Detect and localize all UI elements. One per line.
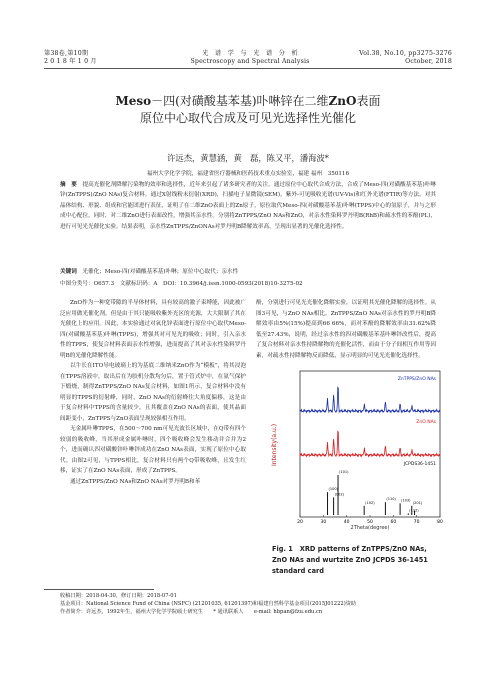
doc-label: 文献标识码： (119, 281, 154, 287)
footnote-fund: 基金项目：National Science Fund of China (NSFC) (21201035, 61201397)和福建自然科学基金项目(2015J01222)资助 (60, 601, 357, 607)
right-column (256, 298, 436, 361)
header-right (359, 50, 452, 66)
journal-cn: 光 谱 学 与 光 谱 分 析 (202, 50, 298, 57)
figure-caption (272, 544, 442, 577)
doi-value: 10.3964/j.issn.1000-0593(2018)10-3275-02 (179, 281, 303, 287)
title-zno: ZnO (328, 94, 357, 108)
title-meso: Meso (115, 94, 152, 108)
footnote-rule (44, 589, 154, 590)
date-en: October, 2018 (405, 58, 452, 65)
journal-en: Spectroscopy and Spectral Analysis (190, 58, 310, 65)
hkl-label: (112) (409, 508, 419, 513)
x-tick-label: 40 (343, 520, 350, 525)
xrd-figure (266, 367, 446, 532)
doi-label: DOI： (163, 281, 180, 287)
header-left (44, 50, 97, 66)
series-label-zno: ZnO NAs (416, 420, 436, 425)
series-line-zno-nas (300, 431, 440, 456)
clc-label: 中图分类号： (60, 281, 94, 287)
affiliation: 福州大学化学学院，福建省医疗器械和医药技术重点实验室，福建 福州 350116 (146, 171, 350, 177)
hkl-label: (002) (334, 492, 345, 497)
title-surface: 表面 (356, 94, 381, 108)
x-tick-label: 70 (413, 520, 420, 525)
left-column (60, 298, 246, 487)
keywords (60, 267, 436, 275)
footnotes (60, 592, 450, 616)
header-center (150, 50, 350, 66)
abstract-text: 提高光催化剂降解污染物的效率和选择性，近年来引起了诸多研究者的关注。通过原位中心取代合成方法，合成了Meso-四(对磺酸基苯基)卟啉锌(ZnTPPS)/ZnO NAs)复合材料。通过X射线粉末衍射(XRD)，扫描电子显微镜(SEM)，紫外-可见吸收光谱(UV-Vis)和红外光谱(FTIR)等方法，对其晶体结构、形貌、组成和官能团进行表征，证明了在二维ZnO表面上的Zn原子，原位取代Meso-四(对磺酸基苯基)卟啉(TPPS)中心的氢原子，并与之形成中心配位。同时，对二维ZnO进行表面改性，增强其亲水性。分别将ZnTPPS/ZnO NAs和ZnO，对亲水性染料罗丹明B(RhB)和疏水性的苯酚(PL)，进行可见光光催化实验。结果表明，亲水性ZnTPPS/ZnONAs对罗丹明B降解效率高，呈现出显著的光催化选择性。 (60, 182, 436, 230)
caption-text: XRD patterns of ZnTPPS/ZnO NAs, ZnO NAs and wurtzite ZnO JCPDS 36-1451 standard card (272, 545, 428, 575)
volume-en: Vol.38, No.10, pp3275-3276 (359, 50, 452, 57)
abstract (60, 180, 436, 232)
header-rule (44, 68, 452, 69)
hkl-label: (110) (386, 497, 396, 502)
body-paragraph-1: ZnO作为一种宽带隙的半导体材料，具有较高的激子束缚能，因此被广泛应用做光催化剂。但是由于其只能吸收紫外光区的光源，大大限制了其在光催化上的应用。因此，本实验通过对氧化锌表面进行原位中心取代Meso-四(对磺酸基苯基)卟啉(TPPS)，增强其对可见光的吸收；同时，引入亲水性的TPPS，使复合材料表面亲水性增强，进而提高了其对亲水性染料罗丹明B的光催化降解性能。 (60, 300, 246, 359)
x-ticks (297, 515, 443, 525)
plot-frame (300, 371, 440, 517)
y-axis-label: Intensity(a.u.) (271, 423, 278, 467)
x-axis-label: 2Theta(degree) (350, 525, 390, 531)
title-line1: －四(对磺酸基苯基)卟啉锌在二维 (151, 94, 329, 108)
abstract-label: 摘 要 (60, 182, 77, 188)
body-paragraph-5: 酚，分别进行可见光光催化降解实验，以证明其光催化降解的选择性。从图3可见，与ZnO NAs相比，ZnTPPS/ZnO NAs对亲水性的罗丹明B降解效率由5%(15%)提高到66 66%，而对苯酚的降解效率由31.62%降低至27.43%，说明，经过亲水性的四对磺酸基苯基卟啉锌改性后，提高了复合材料对亲水性持降解物的光催化活性，而由于分子间相互作用等因素，对疏水性持降解物反而降低，显示明显的可见光光催化选择性。 (256, 300, 436, 359)
hkl-label: (102) (365, 500, 375, 505)
volume-cn: 第38卷,第10期 (44, 50, 89, 57)
x-tick-label: 20 (297, 520, 303, 525)
body-paragraph-3: 无金属卟啉TPPS，在500～700 nm可见光波长区域中，在Q带有四个较弱的吸收峰，当其形成金属卟啉时，四个吸收峰会发生移动并合并为2个，进而确认四对磺酸锌卟啉锌成功在ZnO NAs表面，实现了原位中心取代。由图2可见，与TPPS相比，复合材料只有两个Q带吸收峰，且发生红移，证实了在ZnO NAs表面，形成了ZnTPPS。 (60, 426, 246, 474)
body-paragraph-4: 通过ZnTPPS/ZnO NAs和ZnO NAs对罗丹明B和苯 (70, 478, 201, 485)
x-tick-label: 60 (390, 520, 397, 525)
hkl-label: (103) (401, 498, 411, 503)
caption-label: Fig. 1 (272, 545, 293, 553)
hkl-label: (100) (328, 487, 338, 492)
footnote-bio: 作者简介：许远杰，1992年生，福州大学化学学院硕士研究生 (60, 609, 203, 615)
authors: 许远杰，黄慧涵，黄 磊，陈又平，潘海波* (167, 153, 329, 163)
series-label-zntpps: ZnTPPS/ZnO NAs (397, 377, 436, 382)
date-cn: 2 0 1 8 年 1 0 月 (44, 58, 97, 65)
x-tick-label: 30 (320, 520, 327, 525)
x-tick-label: 80 (437, 520, 443, 525)
hkl-labels (329, 470, 423, 512)
series-line-zntpps-zno (300, 387, 440, 412)
hkl-label: (201) (412, 500, 423, 505)
keywords-text: 光催化；Meso-四(对磺酸基苯基)卟啉；原位中心取代；亲水性 (82, 269, 239, 275)
classification (60, 279, 436, 287)
keywords-label: 关键词 (60, 269, 77, 275)
body-paragraph-2: 以牛长在ITO导电玻璃上的为基底二维纳米ZnO作为“模板”，将其浸泡在TPPS溶液中，取出后在为胶机分散均匀后，置于管式炉中，在氨气保护下煅烧，制得ZnTPPS/ZnO NAs复合材料，如图1所示，复合材料中没有明显的TPPS的衍射峰，同时，ZnO NAs的衍射峰往大角度偏移，这是由于复合材料中TPPS的含量较少，且其覆盖在ZnO NAs的表面，使其晶面间距变小，ZnTPPS与ZnO表面呈现较强相互作用。 (60, 363, 246, 422)
clc-value: O657.3 (93, 281, 115, 287)
series-label-jcpds: JCPDS36-1451 (403, 462, 436, 467)
footnote-corresponding: * 通讯联系人 e-mail: hbpan@fzu.edu.cn (213, 609, 323, 615)
footnote-received: 收稿日期：2018-04-30，修订日期：2018-07-01 (60, 593, 177, 599)
doc-value: A (153, 281, 158, 287)
hkl-label: (101) (339, 470, 349, 474)
x-tick-label: 50 (367, 520, 373, 525)
title-line2: 原位中心取代合成及可见光选择性光催化 (139, 111, 356, 125)
paper-title (0, 93, 496, 127)
